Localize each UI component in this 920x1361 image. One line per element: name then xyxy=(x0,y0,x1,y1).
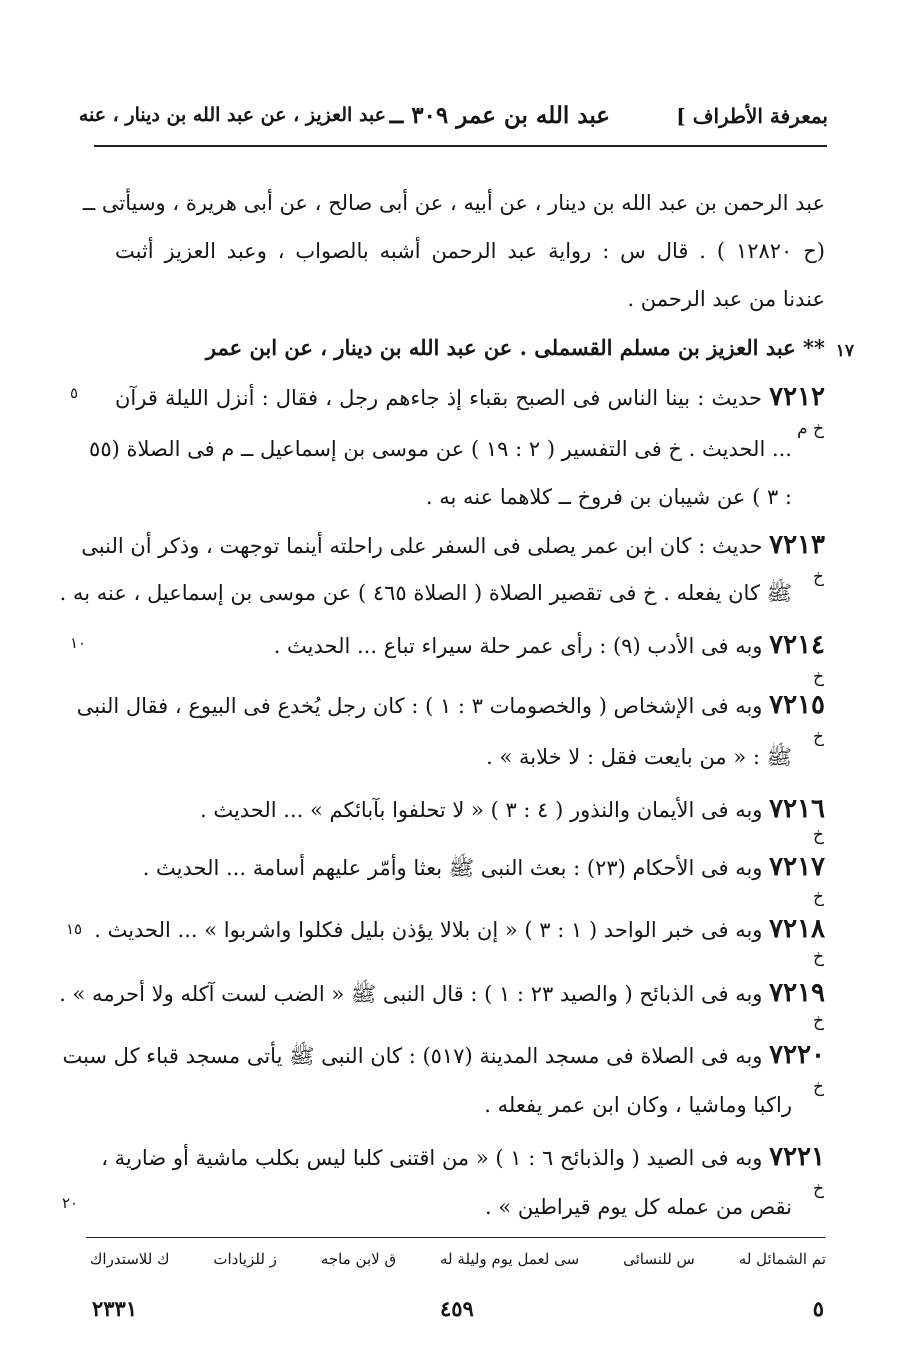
hadith-number: ٧٢١٧ xyxy=(769,852,825,882)
hadith-entry-7220 xyxy=(62,1040,825,1071)
hadith-number: ٧٢١٢ xyxy=(769,382,825,412)
hadith-text: وبه فى الإشخاص ( والخصومات ٣ : ١ ) : كان رجل يُخدع فى البيوع ، فقال النبى xyxy=(76,694,763,718)
hadith-entry-7217 xyxy=(143,852,825,883)
hadith-text: وبه فى الصلاة فى مسجد المدينة (٥١٧) : كان النبى ﷺ يأتى مسجد قباء كل سبت xyxy=(62,1044,763,1068)
hadith-entry-7221 xyxy=(101,1142,825,1173)
hadith-entry-7212 xyxy=(115,382,825,413)
header-book-section: بمعرفة الأطراف ] xyxy=(676,104,828,128)
hadith-text: وبه فى الصيد ( والذبائح ٦ : ١ ) « من اقتنى كلبا ليس بكلب ماشية أو ضارية ، xyxy=(101,1146,763,1170)
hadith-text: حديث : كان ابن عمر يصلى فى السفر على راحلته أينما توجهت ، وذكر أن النبى xyxy=(81,534,763,558)
volume-number: ٥ xyxy=(812,1296,824,1321)
source-code: خ xyxy=(813,1011,824,1031)
hadith-text: وبه فى خبر الواحد ( ١ : ٣ ) « إن بلالا يؤذن بليل فكلوا واشربوا » ... الحديث . xyxy=(94,918,763,942)
hadith-entry-7213 xyxy=(81,530,825,561)
source-code: خ xyxy=(813,567,824,587)
hadith-entry-7219 xyxy=(59,978,825,1009)
legend-item: ز للزيادات xyxy=(213,1250,277,1268)
header-chain: عبد العزيز ، عن عبد الله بن دينار ، عنه xyxy=(78,104,386,126)
hadith-entry-7218 xyxy=(94,914,825,945)
source-code: خ xyxy=(813,887,824,907)
legend-item: ك للاستدراك xyxy=(90,1250,170,1268)
hadith-number: ٧٢١٣ xyxy=(769,530,825,560)
legend-item: س للنسائى xyxy=(623,1250,695,1268)
text-line: عبد الرحمن بن عبد الله بن دينار ، عن أبيه ، عن أبى صالح ، عن أبى هريرة ، وسيأتى ــ xyxy=(82,191,825,215)
source-code: خ xyxy=(813,825,824,845)
header-narrator: عبد الله بن عمر ٣٠٩ ــ xyxy=(389,102,610,129)
hadith-entry-7216 xyxy=(200,794,825,825)
text-line: عندنا من عبد الرحمن . xyxy=(627,287,825,311)
text-line: نقص من عمله كل يوم قيراطين » . xyxy=(485,1195,792,1219)
text-line: ﷺ : « من بايعت فقل : لا خلابة » . xyxy=(486,745,792,769)
text-line: ﷺ كان يفعله . خ فى تقصير الصلاة ( الصلاة ٤٦٥ ) عن موسى بن إسماعيل ، عنه به . xyxy=(59,581,792,605)
footer-hadith-count: ٢٣٣١ xyxy=(92,1296,138,1321)
hadith-entry-7215 xyxy=(76,690,825,721)
hadith-number: ٧٢١٦ xyxy=(769,794,825,824)
hadith-number: ٧٢١٤ xyxy=(769,630,825,660)
text-line: : ٣ ) عن شيبان بن فروخ ــ كلاهما عنه به . xyxy=(425,485,792,509)
hadith-text: حديث : بينا الناس فى الصبح بقباء إذ جاءهم رجل ، فقال : أنزل الليلة قرآن xyxy=(115,386,762,410)
hadith-entry-7214 xyxy=(274,630,825,661)
legend-item: ق لابن ماجه xyxy=(320,1250,397,1268)
header-rule xyxy=(94,145,827,147)
text-line: راكبا وماشيا ، وكان ابن عمر يفعله . xyxy=(484,1093,792,1117)
legend-item: تم الشمائل له xyxy=(738,1250,826,1268)
hadith-number: ٧٢١٩ xyxy=(769,978,825,1008)
text-line: (ح ١٢٨٢٠ ) . قال س : رواية عبد الرحمن أشبه بالصواب ، وعبد العزيز أثبت xyxy=(115,239,825,263)
footnote-rule xyxy=(86,1237,825,1238)
source-code: خ xyxy=(813,1179,824,1199)
section-number: ١٧ xyxy=(835,341,854,361)
source-code: خ xyxy=(813,1077,824,1097)
line-counter: ٢٠ xyxy=(62,1194,79,1212)
hadith-text: وبه فى الذبائح ( والصيد ٢٣ : ١ ) : قال النبى ﷺ « الضب لست آكله ولا أحرمه » . xyxy=(59,982,763,1006)
hadith-text: وبه فى الأيمان والنذور ( ٤ : ٣ ) « لا تحلفوا بآبائكم » ... الحديث . xyxy=(199,798,763,822)
hadith-number: ٧٢١٨ xyxy=(769,914,825,944)
line-counter: ١٠ xyxy=(70,634,87,652)
source-code: خ م xyxy=(797,419,824,439)
hadith-number: ٧٢٢٠ xyxy=(769,1040,825,1070)
hadith-number: ٧٢٢١ xyxy=(769,1142,825,1172)
text-line: ... الحديث . خ فى التفسير ( ٢ : ١٩ ) عن موسى بن إسماعيل ــ م فى الصلاة (٥٥ xyxy=(89,437,792,461)
hadith-number: ٧٢١٥ xyxy=(769,690,825,720)
line-counter: ٥ xyxy=(70,384,79,402)
source-code: خ xyxy=(813,727,824,747)
abbreviation-legend xyxy=(90,1250,826,1268)
section-heading: ** عبد العزيز بن مسلم القسملى . عن عبد الله بن دينار ، عن ابن عمر xyxy=(205,335,825,360)
hadith-text: وبه فى الأدب (٩) : رأى عمر حلة سيراء تباع ... الحديث . xyxy=(273,634,763,658)
running-header xyxy=(78,100,828,134)
line-counter: ١٥ xyxy=(66,920,83,938)
hadith-text: وبه فى الأحكام (٢٣) : بعث النبى ﷺ بعثا وأمّر عليهم أسامة ... الحديث . xyxy=(142,856,763,880)
source-code: خ xyxy=(813,947,824,967)
page-number: ٤٥٩ xyxy=(440,1296,474,1321)
source-code: خ xyxy=(813,667,824,687)
legend-item: سى لعمل يوم وليلة له xyxy=(440,1250,580,1268)
